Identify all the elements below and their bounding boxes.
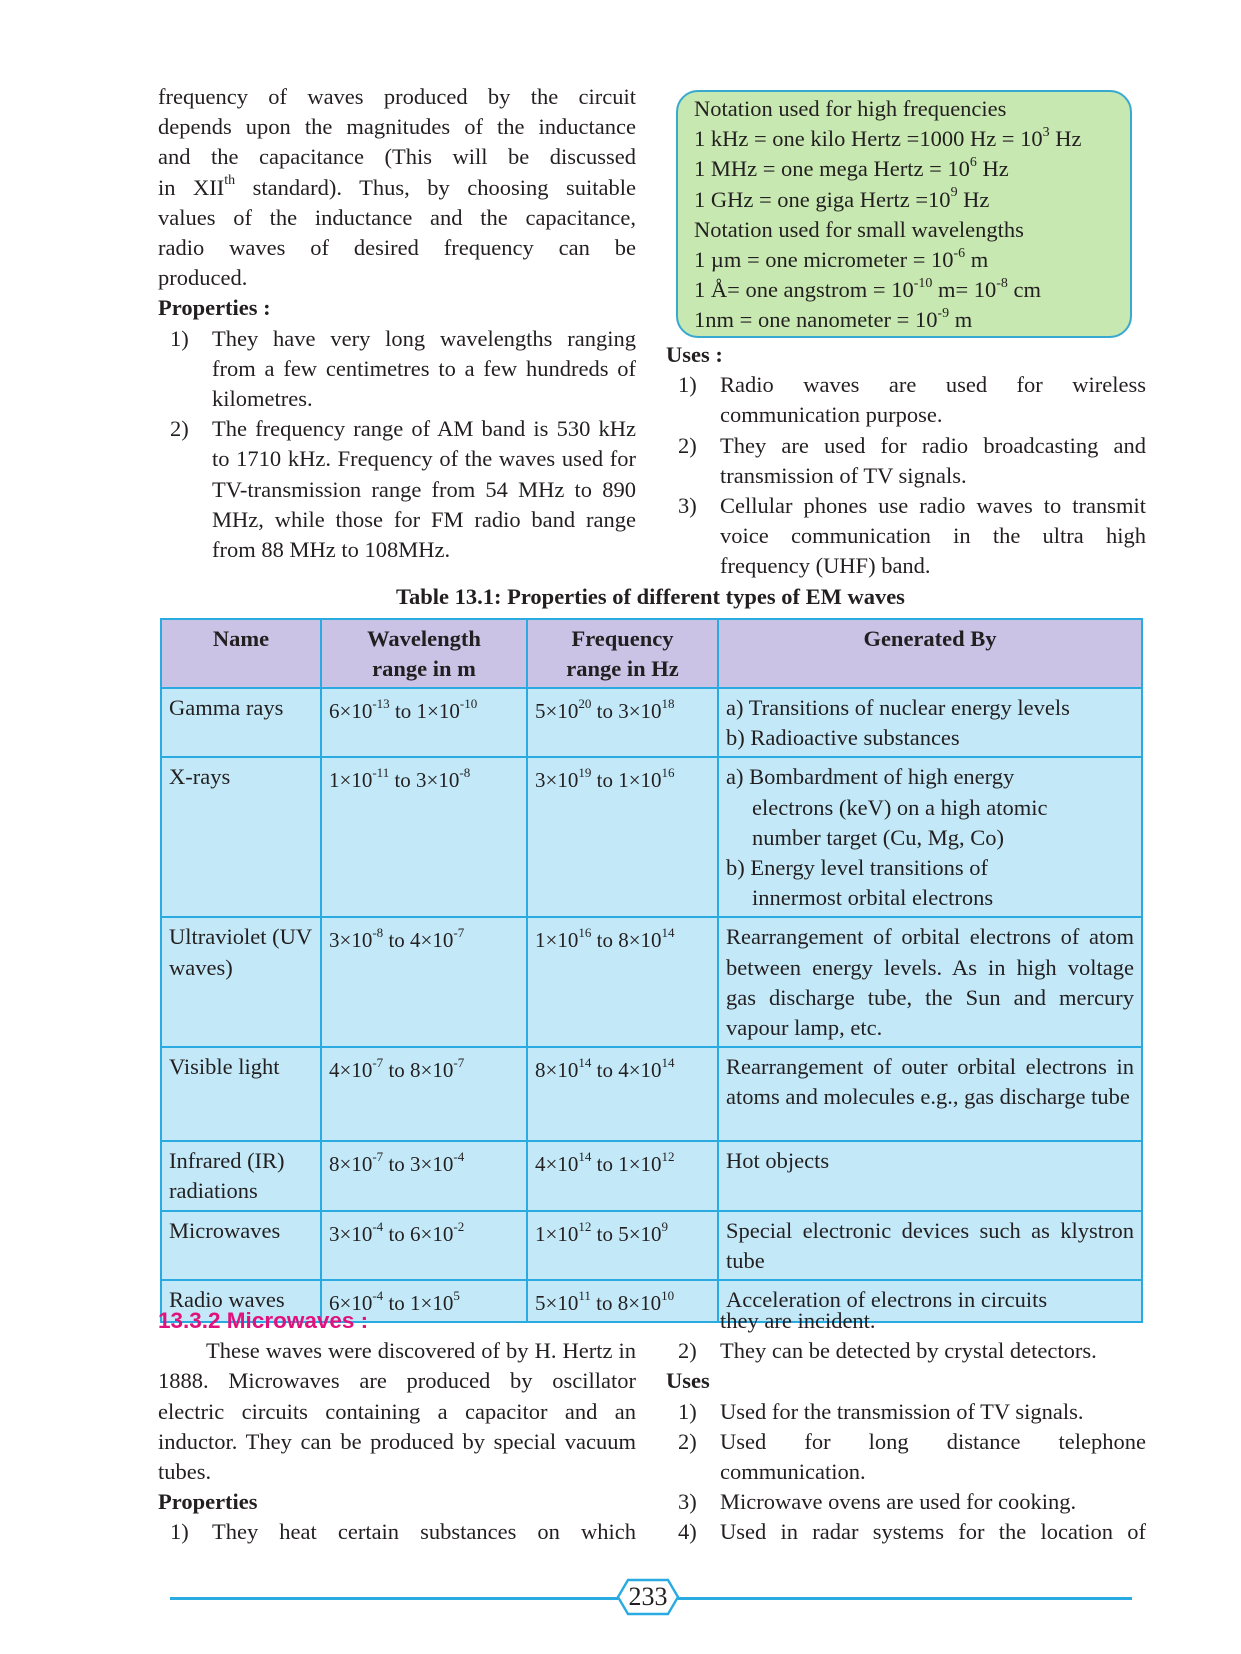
cell-wavelength: $1\times 10^{-11}$ to $3\times 10^{-8}$ <box>321 757 527 917</box>
page-number-badge <box>616 1578 680 1616</box>
notation-ghz: 1 GHz = one giga Hertz $=10^9$ Hz <box>694 185 990 212</box>
microwaves-property-continued: they are incident. <box>720 1308 876 1333</box>
notation-box <box>676 90 1132 338</box>
table-caption: Table 13.1: Properties of different types of EM waves <box>396 584 905 609</box>
cell-wavelength: $4\times 10^{-7}$ to $8\times 10^{-7}$ <box>321 1047 527 1141</box>
list-item: 1) Used for the transmission of TV signals. <box>678 1398 1084 1424</box>
cell-frequency: $1\times 10^{16}$ to $8\times 10^{14}$ <box>527 917 718 1047</box>
header-name: Name <box>161 619 321 688</box>
notation-nanometer: 1nm = one nanometer = $10^{-9}$ m <box>694 305 973 333</box>
table-row <box>161 757 1142 917</box>
microwaves-properties-list-continued <box>666 1336 1146 1366</box>
cell-wavelength: $3\times 10^{-4}$ to $6\times 10^{-2}$ <box>321 1211 527 1280</box>
list-item: 2) They are used for radio broadcasting and transmission of TV signals. <box>678 432 1146 488</box>
cell-frequency: $1\times 10^{12}$ to $5\times 10^9$ <box>527 1211 718 1280</box>
list-item: 1) They heat certain substances on which <box>170 1519 636 1545</box>
list-item: 3) Microwave ovens are used for cooking. <box>678 1489 1077 1515</box>
microwaves-properties-list <box>158 1517 636 1547</box>
cell-generated-by: a) Transitions of nuclear energy levels b) Radioactive substances <box>718 688 1142 757</box>
table-row <box>161 1141 1142 1210</box>
list-item: 2) Used for long distance telephone communication. <box>678 1428 1146 1485</box>
notation-khz: 1 kHz = one kilo Hertz =1000 $Hz = 10^3$ Hz <box>694 124 1082 152</box>
intro-paragraph-end: produced. <box>158 265 248 291</box>
radio-properties-list <box>158 324 636 566</box>
table-row <box>161 1047 1142 1141</box>
cell-name: Visible light <box>161 1047 321 1141</box>
cell-generated-by: Rearrangement of orbital electrons of atom between energy levels. As in high voltage gas discharge tube, the Sun and mercury vapour lamp, etc. <box>718 917 1142 1047</box>
notation-micrometer: 1 µm = one micrometer = $10^{-6}$ m <box>694 245 989 273</box>
notation-angstrom: 1 Å= one angstrom = $10^{-10}$ $m= 10^{-8}$ cm <box>694 275 1042 303</box>
header-generated-by: Generated By <box>718 619 1142 688</box>
list-item: 1) Radio waves are used for wireless communication purpose. <box>678 372 1146 428</box>
table-row <box>161 917 1142 1047</box>
cell-wavelength: $8\times 10^{-7}$ to $3\times 10^{-4}$ <box>321 1141 527 1210</box>
cell-generated-by: Acceleration of electrons in circuits <box>718 1280 1142 1322</box>
right-column-uses <box>666 340 1146 582</box>
cell-wavelength: $3\times 10^{-8}$ to $4\times 10^{-7}$ <box>321 917 527 1047</box>
microwaves-right-column <box>666 1306 1146 1548</box>
list-item: 4) Used in radar systems for the location of <box>678 1519 1146 1545</box>
cell-name: X-rays <box>161 757 321 917</box>
list-item: 2) The frequency range of AM band is 530 kHz to 1710 kHz. Frequency of the waves used for TV-transmission range from 54 MHz to 890 MHz, while those for FM radio band range from 88 MHz to 108MHz. <box>170 416 636 563</box>
header-frequency: Frequency range in Hz <box>527 619 718 688</box>
cell-generated-by: a) Bombardment of high energy electrons (keV) on a high atomic number target (Cu, Mg, Co) b) Energy level transitions of innermost orbital electrons <box>718 757 1142 917</box>
cell-generated-by: Special electronic devices such as klystron tube <box>718 1211 1142 1280</box>
page-number: 233 <box>628 1582 668 1611</box>
header-wavelength: Wavelength range in m <box>321 619 527 688</box>
list-item: 2) They can be detected by crystal detectors. <box>678 1338 1097 1364</box>
table-header-row <box>161 619 1142 688</box>
microwaves-heading: 13.3.2 Microwaves : <box>158 1308 369 1333</box>
cell-wavelength: $6\times 10^{-4}$ to $1\times 10^5$ <box>321 1280 527 1322</box>
notation-mhz: 1 MHz = one mega Hertz = $10^6$ Hz <box>694 154 1009 182</box>
list-item: 1) They have very long wavelengths ranging from a few centimetres to a few hundreds of kilometres. <box>170 325 636 412</box>
radio-uses-list <box>666 370 1146 581</box>
microwaves-properties-heading: Properties <box>158 1489 258 1515</box>
uses-heading: Uses : <box>666 342 723 367</box>
notation-small-heading: Notation used for small wavelengths <box>694 216 1024 242</box>
cell-name: Infrared (IR) radiations <box>161 1141 321 1210</box>
left-column-top <box>158 82 636 565</box>
cell-name: Microwaves <box>161 1211 321 1280</box>
microwaves-paragraph: These waves were discovered of by H. Hertz in 1888. Microwaves are produced by oscillator electric circuits containing a capacitor and an inductor. They can be produced by special vacuum tubes. <box>158 1338 636 1485</box>
cell-frequency: $8\times 10^{14}$ to $4\times 10^{14}$ <box>527 1047 718 1141</box>
list-item: 3) Cellular phones use radio waves to transmit voice communication in the ultra high frequency (UHF) band. <box>678 493 1146 579</box>
cell-generated-by: Rearrangement of outer orbital electrons in atoms and molecules e.g., gas discharge tube <box>718 1047 1142 1141</box>
em-waves-table <box>160 618 1143 1323</box>
cell-name: Gamma rays <box>161 688 321 757</box>
cell-frequency: $5\times 10^{11}$ to $8\times 10^{10}$ <box>527 1280 718 1322</box>
table-row <box>161 688 1142 757</box>
cell-frequency: $5\times 10^{20}$ to $3\times 10^{18}$ <box>527 688 718 757</box>
microwaves-uses-heading: Uses <box>666 1368 710 1394</box>
cell-frequency: $3\times 10^{19}$ to $1\times 10^{16}$ <box>527 757 718 917</box>
properties-heading: Properties : <box>158 295 271 321</box>
cell-generated-by: Hot objects <box>718 1141 1142 1210</box>
footer-rule-right <box>678 1597 1132 1600</box>
intro-paragraph: frequency of waves produced by the circuit depends upon the magnitudes of the inductance and the capacitance (This will be discussed in XIIth standard). Thus, by choosing suitable values of the inductance and the capacitance, radio waves of desired frequency can be <box>158 84 636 261</box>
footer-rule-left <box>170 1597 618 1600</box>
table-row <box>161 1211 1142 1280</box>
cell-wavelength: $6\times 10^{-13}$ to $1\times 10^{-10}$ <box>321 688 527 757</box>
cell-name: Ultraviolet (UV waves) <box>161 917 321 1047</box>
microwaves-uses-list <box>666 1397 1146 1548</box>
microwaves-left-column <box>158 1306 636 1548</box>
cell-frequency: $4\times 10^{14}$ to $1\times 10^{12}$ <box>527 1141 718 1210</box>
cell-name: Radio waves <box>161 1280 321 1322</box>
notation-high-heading: Notation used for high frequencies <box>694 96 1007 121</box>
